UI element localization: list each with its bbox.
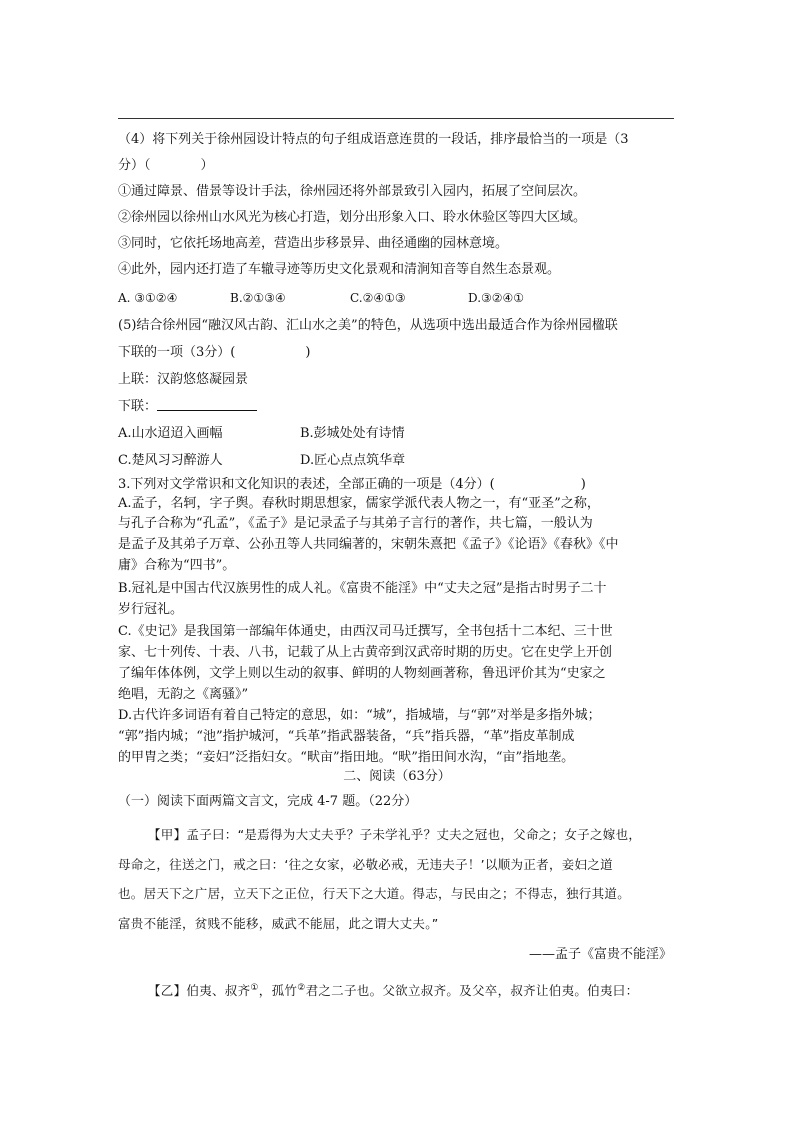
- q3-line: 庸》合称为“四书”。: [118, 558, 236, 573]
- q5-option-a: A.山水迢迢入画幅: [118, 426, 223, 441]
- section-subtitle: （一）阅读下面两篇文言文，完成 4-7 题。（22分）: [118, 794, 418, 809]
- q3-line: 绝唱，无韵之《离骚》”: [118, 687, 249, 702]
- q3-line: 了编年体体例，文学上则以生动的叙事、鲜明的人物刻画著称，鲁迅评价其为“史家之: [118, 666, 606, 681]
- fill-blank-line: [157, 398, 257, 411]
- jia-passage-line: 富贵不能淫，贫贱不能移，威武不能屈，此之谓大丈夫。”: [118, 916, 439, 931]
- q5-stem-line2: [118, 344, 310, 362]
- q4-sentence-4: ④此外，园内还打造了车辙寻迹等历史文化景观和清涧知音等自然生态景观。: [118, 262, 561, 277]
- q3-line: C.《史记》是我国第一部编年体通史，由西汉司马迁撰写，全书包括十二本纪、三十世: [118, 624, 613, 639]
- q4-paren-close: ）: [200, 158, 214, 173]
- q3-line: 岁行冠礼。: [118, 602, 184, 617]
- q5-stem-line1: (5)结合徐州园“融汉风古韵、汇山水之美”的特色，从选项中选出最适合作为徐州园楹联: [118, 318, 618, 333]
- q4-stem-line2: [118, 157, 214, 175]
- q3-line: B.冠礼是中国古代汉族男性的成人礼。《富贵不能淫》中“丈夫之冠”是指古时男子二十: [118, 581, 607, 596]
- q4-option-d: D.③②④①: [468, 291, 525, 305]
- q4-option-a: A. ③①②④: [118, 291, 178, 305]
- q3-line: 的甲胄之类；“妾妇”泛指妇女。“畎亩”指田地。“畎”指田间水沟，“亩”指地垄。: [118, 750, 575, 765]
- yi-text: ，孤竹: [258, 983, 298, 999]
- q5-upper-couplet: 上联：汉韵悠悠凝园景: [118, 372, 249, 387]
- header-rule: [118, 118, 674, 119]
- q5-option-d: D.匠心点点筑华章: [300, 453, 406, 468]
- footnote-mark: ②: [297, 983, 306, 993]
- q4-sentence-2: ②徐州园以徐州山水风光为核心打造，划分出形象入口、聆水休验区等四大区域。: [118, 210, 587, 225]
- q3-line: A.孟子，名轲，字子舆。春秋时期思想家，儒家学派代表人物之一，有“亚圣”之称，: [118, 496, 600, 511]
- q4-option-b: B.②①③④: [230, 291, 286, 305]
- q4-stem-line1: （4）将下列关于徐州园设计特点的句子组成语意连贯的一段话，排序最恰当的一项是（3: [118, 132, 629, 147]
- jia-passage-line: 母命之，往送之门，戒之曰：‘往之女家，必敬必戒，无违夫子！’以顺为正者，妾妇之道: [118, 857, 613, 872]
- jia-attribution: ——孟子《富贵不能淫》: [528, 947, 672, 962]
- q4-option-c: C.②④①③: [350, 291, 406, 305]
- yi-passage-line: [148, 979, 638, 1000]
- q5-stem-text: 下联的一项（3分）(: [118, 345, 236, 360]
- q5-paren-close: ): [305, 345, 311, 360]
- q5-lower-couplet: [118, 398, 257, 416]
- footnote-mark: ①: [250, 983, 259, 993]
- q4-stem-text: 分）（: [118, 158, 151, 173]
- section-title: 二、阅读（63分）: [343, 769, 451, 784]
- q5-option-c: C.楚风习习醉游人: [118, 453, 223, 468]
- q4-sentence-1: ①通过障景、借景等设计手法，徐州园还将外部景致引入园内，拓展了空间层次。: [118, 184, 587, 199]
- q5-lower-label: 下联：: [118, 399, 158, 414]
- q5-option-b: B.彭城处处有诗情: [300, 426, 405, 441]
- yi-text: 君之二子也。父欲立叔齐。及父卒，叔齐让伯夷。伯夷曰：: [305, 983, 639, 999]
- q3-paren-close: ): [580, 477, 586, 492]
- q3-line: “郭”指内城；“池”指护城河，“兵革”指武器装备，“兵”指兵器，“革”指皮革制成: [118, 729, 575, 744]
- jia-passage-line: 【甲】孟子曰：“是焉得为大丈夫乎？子未学礼乎？丈夫之冠也，父命之；女子之嫁也，: [148, 827, 642, 842]
- q3-stem: [118, 476, 586, 494]
- q3-line: 家、七十列传、十表、八书，记载了从上古黄帝到汉武帝时期的历史。它在史学上开创: [118, 645, 613, 660]
- jia-passage-line: 也。居天下之广居，立天下之正位，行天下之大道。得志，与民由之；不得志，独行其道。: [118, 886, 631, 901]
- q4-sentence-3: ③同时，它依托场地高差，营造出步移景异、曲径通幽的园林意境。: [118, 236, 509, 251]
- yi-text: 【乙】伯夷、叔齐: [148, 983, 251, 999]
- q3-line: D.古代许多词语有着自己特定的意思，如：“城”，指城墙，与“郭”对举是多指外城；: [118, 708, 601, 723]
- q3-stem-text: 3.下列对文学常识和文化知识的表述，全部正确的一项是（4分）(: [118, 477, 495, 492]
- q3-line: 与孔子合称为“孔孟”，《孟子》是记录孟子与其弟子言行的著作，共七篇，一般认为: [118, 516, 593, 531]
- q3-line: 是孟子及其弟子万章、公孙丑等人共同编著的，宋朝朱熹把《孟子》《论语》《春秋》《中: [118, 537, 619, 552]
